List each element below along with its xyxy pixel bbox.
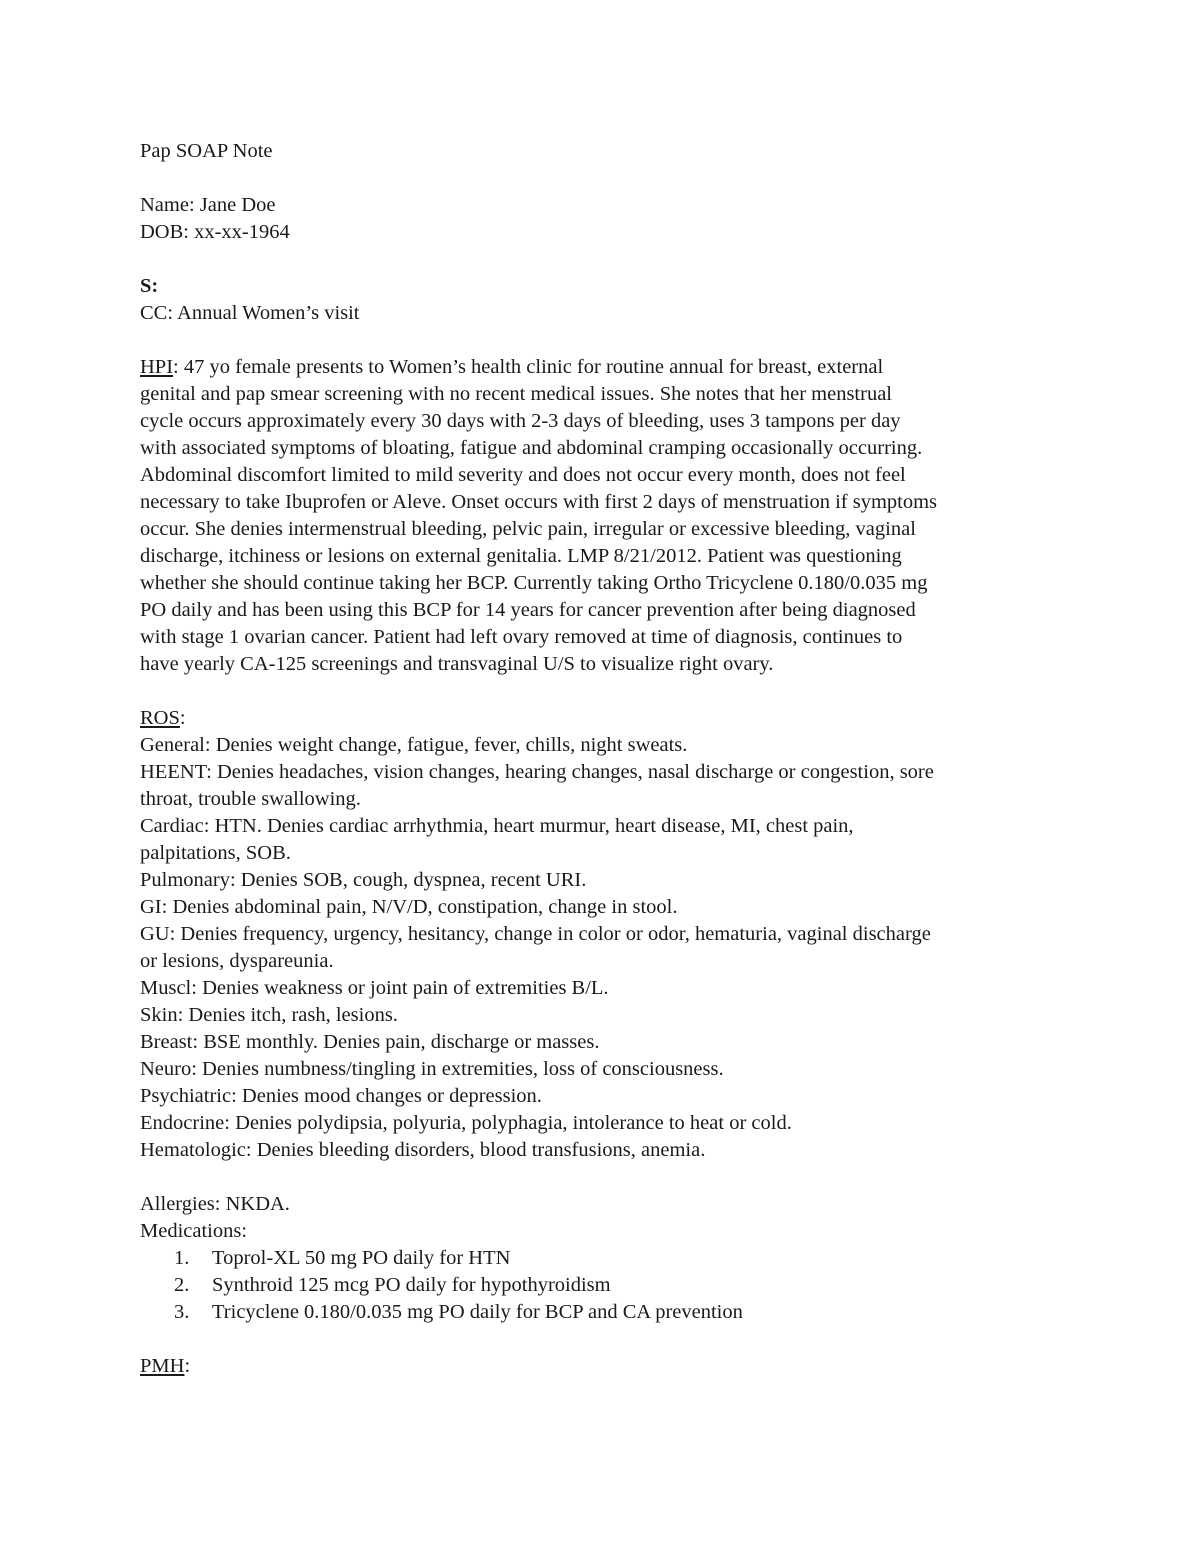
pmh-heading: PMH — [140, 1355, 185, 1377]
ros-line: Breast: BSE monthly. Denies pain, discharge or masses. — [140, 1031, 600, 1053]
ros-line: Muscl: Denies weakness or joint pain of extremities B/L. — [140, 977, 609, 999]
ros-line: Skin: Denies itch, rash, lesions. — [140, 1004, 398, 1026]
pmh-heading-line — [140, 1353, 1065, 1380]
hpi-line: Abdominal discomfort limited to mild severity and does not occur every month, does not feel — [140, 464, 906, 486]
ros-line: Endocrine: Denies polydipsia, polyuria, polyphagia, intolerance to heat or cold. — [140, 1112, 792, 1134]
hpi-line: with stage 1 ovarian cancer. Patient had left ovary removed at time of diagnosis, continues to — [140, 626, 903, 648]
ros-line: throat, trouble swallowing. — [140, 788, 361, 810]
ros-line: General: Denies weight change, fatigue, fever, chills, night sweats. — [140, 734, 688, 756]
document-title: Pap SOAP Note — [140, 140, 273, 162]
medication-number: 1. — [174, 1247, 190, 1269]
hpi-line: whether she should continue taking her BCP. Currently taking Ortho Tricyclene 0.180/0.035 mg — [140, 572, 928, 594]
spacer — [140, 327, 1065, 354]
ros-line: Psychiatric: Denies mood changes or depression. — [140, 1085, 542, 1107]
allergies-line: Allergies: NKDA. — [140, 1193, 290, 1215]
hpi-label: HPI — [140, 356, 174, 378]
medication-text: Synthroid 125 mcg PO daily for hypothyroidism — [212, 1274, 611, 1296]
hpi-line: cycle occurs approximately every 30 days with 2-3 days of bleeding, uses 3 tampons per day — [140, 410, 901, 432]
ros-line: GI: Denies abdominal pain, N/V/D, constipation, change in stool. — [140, 896, 678, 918]
spacer — [140, 1164, 1065, 1191]
hpi-line: genital and pap smear screening with no recent medical issues. She notes that her menstrual — [140, 383, 893, 405]
hpi-line — [140, 354, 1065, 381]
ros-line: or lesions, dyspareunia. — [140, 950, 334, 972]
medication-item — [140, 1299, 1065, 1326]
ros-heading-colon: : — [179, 707, 186, 729]
medication-number: 3. — [174, 1301, 190, 1323]
medications-heading: Medications: — [140, 1220, 248, 1242]
hpi-text: : 47 yo female presents to Women’s health clinic for routine annual for breast, external — [173, 356, 884, 378]
subjective-heading: S: — [140, 275, 159, 297]
ros-line: Pulmonary: Denies SOB, cough, dyspnea, recent URI. — [140, 869, 587, 891]
hpi-paragraph — [140, 354, 1065, 678]
hpi-line: PO daily and has been using this BCP for 14 years for cancer prevention after being diagnosed — [140, 599, 916, 621]
ros-line: HEENT: Denies headaches, vision changes, hearing changes, nasal discharge or congestion, sore — [140, 761, 934, 783]
spacer — [140, 678, 1065, 705]
patient-name: Name: Jane Doe — [140, 194, 276, 216]
ros-heading: ROS — [140, 707, 180, 729]
spacer — [140, 165, 1065, 192]
ros-line: palpitations, SOB. — [140, 842, 291, 864]
document-page — [140, 138, 1065, 1380]
medication-text: Toprol-XL 50 mg PO daily for HTN — [212, 1247, 511, 1269]
hpi-line: occur. She denies intermenstrual bleeding, pelvic pain, irregular or excessive bleeding, vaginal — [140, 518, 916, 540]
hpi-line: necessary to take Ibuprofen or Aleve. Onset occurs with first 2 days of menstruation if symptoms — [140, 491, 938, 513]
ros-list — [140, 732, 1065, 1164]
medication-number: 2. — [174, 1274, 190, 1296]
medication-item — [140, 1272, 1065, 1299]
medication-text: Tricyclene 0.180/0.035 mg PO daily for BCP and CA prevention — [212, 1301, 743, 1323]
medication-item — [140, 1245, 1065, 1272]
patient-dob: DOB: xx-xx-1964 — [140, 221, 290, 243]
ros-line: Hematologic: Denies bleeding disorders, blood transfusions, anemia. — [140, 1139, 706, 1161]
hpi-line: with associated symptoms of bloating, fatigue and abdominal cramping occasionally occurring. — [140, 437, 923, 459]
pmh-heading-colon: : — [184, 1355, 191, 1377]
medications-list — [140, 1245, 1065, 1326]
ros-line: GU: Denies frequency, urgency, hesitancy, change in color or odor, hematuria, vaginal discharge — [140, 923, 931, 945]
spacer — [140, 1326, 1065, 1353]
ros-heading-line — [140, 705, 1065, 732]
hpi-line: discharge, itchiness or lesions on external genitalia. LMP 8/21/2012. Patient was questioning — [140, 545, 902, 567]
ros-line: Neuro: Denies numbness/tingling in extremities, loss of consciousness. — [140, 1058, 724, 1080]
spacer — [140, 246, 1065, 273]
hpi-line: have yearly CA-125 screenings and transvaginal U/S to visualize right ovary. — [140, 653, 774, 675]
ros-line: Cardiac: HTN. Denies cardiac arrhythmia, heart murmur, heart disease, MI, chest pain, — [140, 815, 854, 837]
chief-complaint: CC: Annual Women’s visit — [140, 302, 360, 324]
